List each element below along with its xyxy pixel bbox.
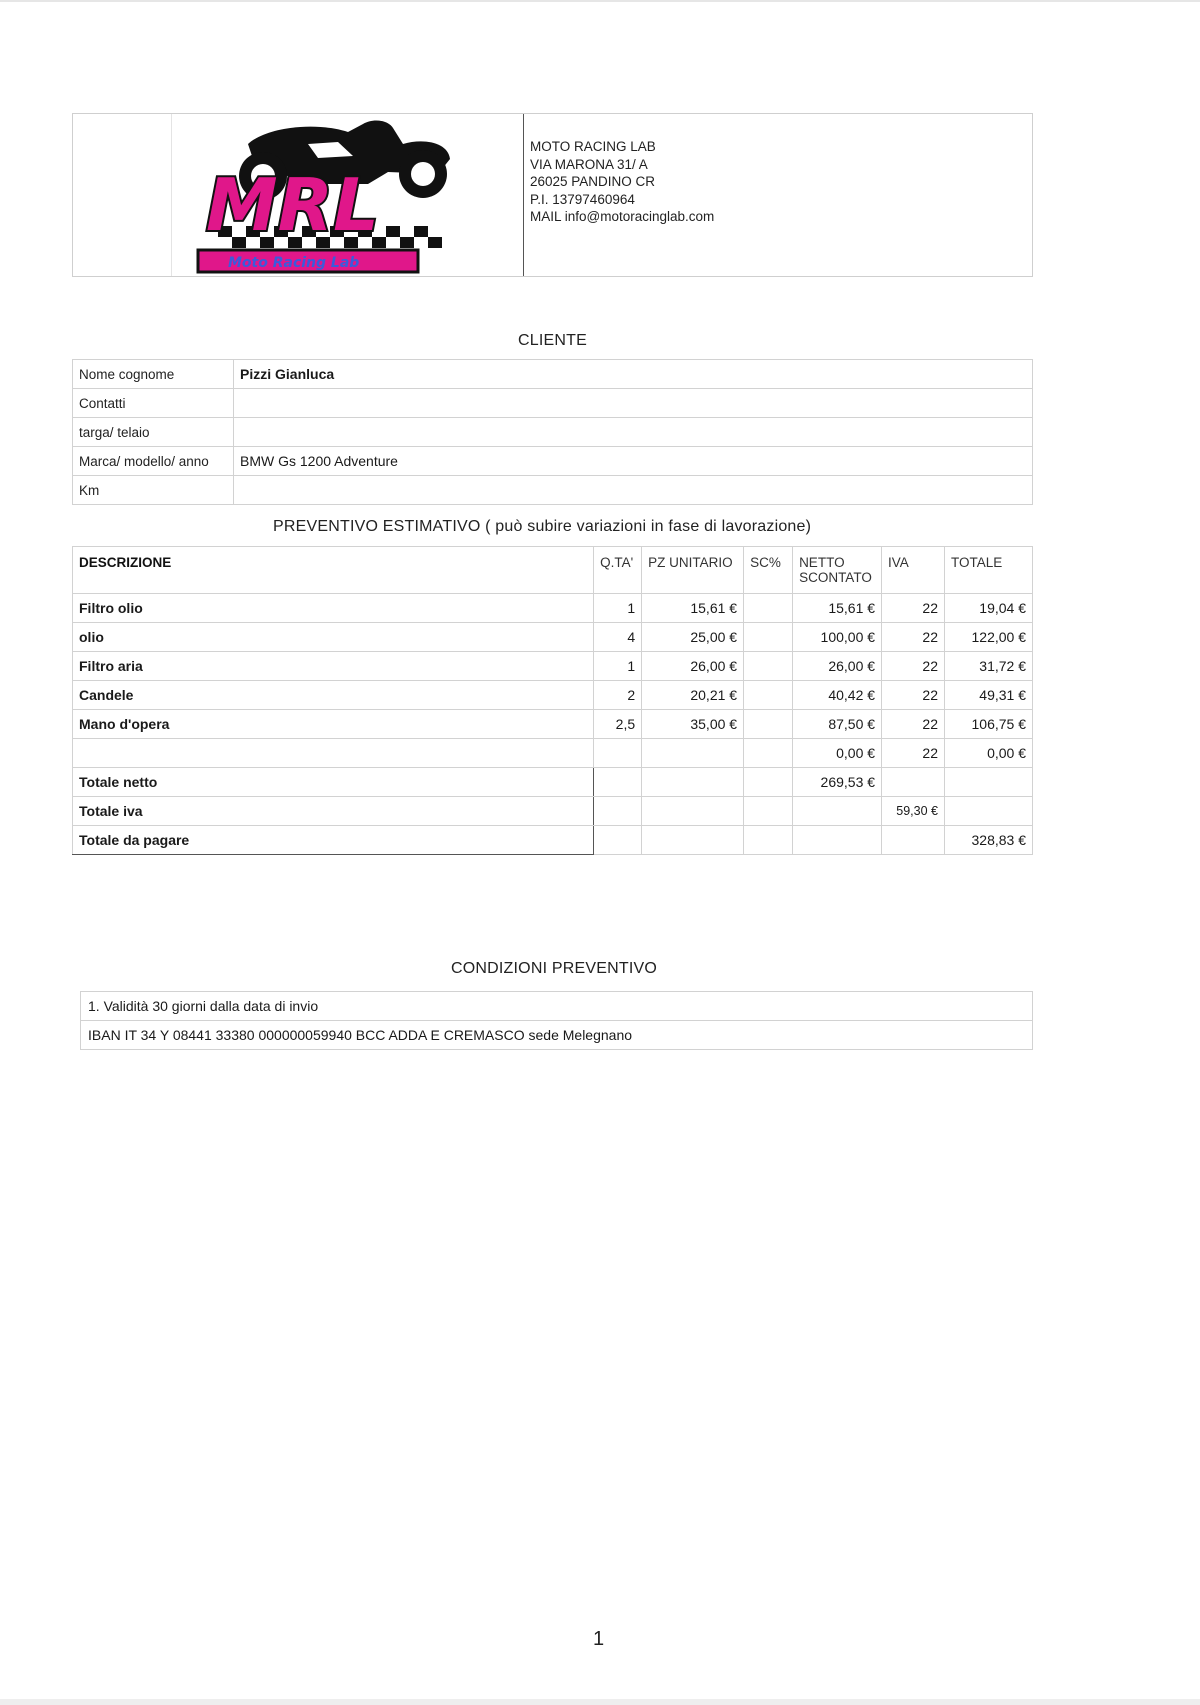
- totale-netto-row: [73, 768, 1033, 797]
- item-netto: 26,00 €: [793, 652, 882, 681]
- empty-cell: [642, 797, 744, 826]
- table-row: [81, 1021, 1033, 1050]
- client-value: BMW Gs 1200 Adventure: [234, 447, 1033, 476]
- header-box: [72, 113, 1033, 277]
- empty-cell: [594, 797, 642, 826]
- empty-cell: [744, 768, 793, 797]
- col-header-descrizione: DESCRIZIONE: [73, 547, 594, 594]
- empty-cell: [945, 797, 1033, 826]
- item-pz: 20,21 €: [642, 681, 744, 710]
- item-iva: 22: [882, 594, 945, 623]
- item-descrizione: Filtro olio: [73, 594, 594, 623]
- item-iva: 22: [882, 623, 945, 652]
- col-header-iva: IVA: [882, 547, 945, 594]
- item-sc: [744, 652, 793, 681]
- totale-netto-value: 269,53 €: [793, 768, 882, 797]
- cell-divider: [171, 114, 172, 276]
- condition-iban: IBAN IT 34 Y 08441 33380 000000059940 BCC ADDA E CREMASCO sede Melegnano: [81, 1021, 1033, 1050]
- item-qta: [594, 739, 642, 768]
- item-descrizione: [73, 739, 594, 768]
- client-value: [234, 389, 1033, 418]
- table-row: [81, 992, 1033, 1021]
- company-name: MOTO RACING LAB: [530, 139, 656, 154]
- company-address: VIA MARONA 31/ A: [530, 156, 648, 172]
- item-qta: 2,5: [594, 710, 642, 739]
- company-mail: MAIL info@motoracinglab.com: [530, 209, 715, 224]
- client-label: Km: [73, 476, 234, 505]
- logo-letters: MRL: [206, 163, 379, 247]
- item-pz: [642, 739, 744, 768]
- totale-pagare-row: [73, 826, 1033, 855]
- client-value: [234, 476, 1033, 505]
- item-netto: 100,00 €: [793, 623, 882, 652]
- item-qta: 1: [594, 652, 642, 681]
- item-sc: [744, 710, 793, 739]
- logo-tagline: Moto Racing Lab: [228, 255, 360, 271]
- item-pz: 35,00 €: [642, 710, 744, 739]
- item-sc: [744, 681, 793, 710]
- table-row: [73, 447, 1033, 476]
- empty-cell: [793, 797, 882, 826]
- client-label: Nome cognome: [73, 360, 234, 389]
- item-iva: 22: [882, 710, 945, 739]
- item-descrizione: olio: [73, 623, 594, 652]
- item-descrizione: Mano d'opera: [73, 710, 594, 739]
- table-row: [73, 418, 1033, 447]
- totale-netto-label: Totale netto: [73, 768, 594, 797]
- page-number: 1: [593, 1628, 605, 1650]
- item-totale: 122,00 €: [945, 623, 1033, 652]
- mrl-logo: [188, 114, 508, 276]
- col-header-netto: [793, 547, 882, 594]
- empty-cell: [744, 797, 793, 826]
- logo-cell: [73, 114, 524, 276]
- company-info: [524, 114, 1032, 276]
- item-totale: 31,72 €: [945, 652, 1033, 681]
- table-row: [73, 710, 1033, 739]
- table-row: [73, 389, 1033, 418]
- quote-table: [72, 546, 1033, 855]
- col-header-pz-unitario: PZ UNITARIO: [642, 547, 744, 594]
- table-header-row: [73, 547, 1033, 594]
- item-iva: 22: [882, 739, 945, 768]
- item-totale: 106,75 €: [945, 710, 1033, 739]
- item-totale: 0,00 €: [945, 739, 1033, 768]
- conditions-table: [80, 991, 1033, 1050]
- col-header-totale: TOTALE: [945, 547, 1033, 594]
- item-descrizione: Filtro aria: [73, 652, 594, 681]
- item-qta: 4: [594, 623, 642, 652]
- empty-cell: [642, 826, 744, 855]
- empty-cell: [945, 768, 1033, 797]
- condition-validity: 1. Validità 30 giorni dalla data di invio: [81, 992, 1033, 1021]
- table-row: [73, 652, 1033, 681]
- item-netto: 87,50 €: [793, 710, 882, 739]
- client-title: CLIENTE: [518, 332, 587, 349]
- client-value: [234, 418, 1033, 447]
- item-pz: 25,00 €: [642, 623, 744, 652]
- client-value: Pizzi Gianluca: [234, 360, 1033, 389]
- item-qta: 2: [594, 681, 642, 710]
- item-pz: 15,61 €: [642, 594, 744, 623]
- item-qta: 1: [594, 594, 642, 623]
- company-city: 26025 PANDINO CR: [530, 174, 656, 189]
- item-netto: 0,00 €: [793, 739, 882, 768]
- totale-iva-row: [73, 797, 1033, 826]
- client-label: targa/ telaio: [73, 418, 234, 447]
- empty-cell: [594, 826, 642, 855]
- table-row: [73, 360, 1033, 389]
- netto-line1: NETTO: [799, 555, 845, 570]
- quote-title: PREVENTIVO ESTIMATIVO ( può subire variazioni in fase di lavorazione): [273, 518, 812, 535]
- item-sc: [744, 739, 793, 768]
- item-iva: 22: [882, 681, 945, 710]
- item-totale: 19,04 €: [945, 594, 1033, 623]
- totale-pagare-label: Totale da pagare: [73, 826, 594, 855]
- totale-iva-value: 59,30 €: [882, 797, 945, 826]
- totale-pagare-value: 328,83 €: [945, 826, 1033, 855]
- item-descrizione: Candele: [73, 681, 594, 710]
- client-label: Marca/ modello/ anno: [73, 447, 234, 476]
- empty-cell: [594, 768, 642, 797]
- col-header-qta: Q.TA': [594, 547, 642, 594]
- table-row: [73, 623, 1033, 652]
- item-sc: [744, 623, 793, 652]
- table-row: [73, 594, 1033, 623]
- item-pz: 26,00 €: [642, 652, 744, 681]
- empty-cell: [642, 768, 744, 797]
- company-vat: P.I. 13797460964: [530, 191, 635, 207]
- col-header-sc: SC%: [744, 547, 793, 594]
- item-netto: 15,61 €: [793, 594, 882, 623]
- table-row: [73, 739, 1033, 768]
- totale-iva-label: Totale iva: [73, 797, 594, 826]
- item-totale: 49,31 €: [945, 681, 1033, 710]
- client-table: [72, 359, 1033, 505]
- table-row: [73, 681, 1033, 710]
- empty-cell: [744, 826, 793, 855]
- item-iva: 22: [882, 652, 945, 681]
- empty-cell: [793, 826, 882, 855]
- item-sc: [744, 594, 793, 623]
- client-label: Contatti: [73, 389, 234, 418]
- item-netto: 40,42 €: [793, 681, 882, 710]
- netto-line2: SCONTATO: [799, 570, 872, 585]
- empty-cell: [882, 768, 945, 797]
- table-row: [73, 476, 1033, 505]
- empty-cell: [882, 826, 945, 855]
- conditions-title: CONDIZIONI PREVENTIVO: [451, 960, 657, 977]
